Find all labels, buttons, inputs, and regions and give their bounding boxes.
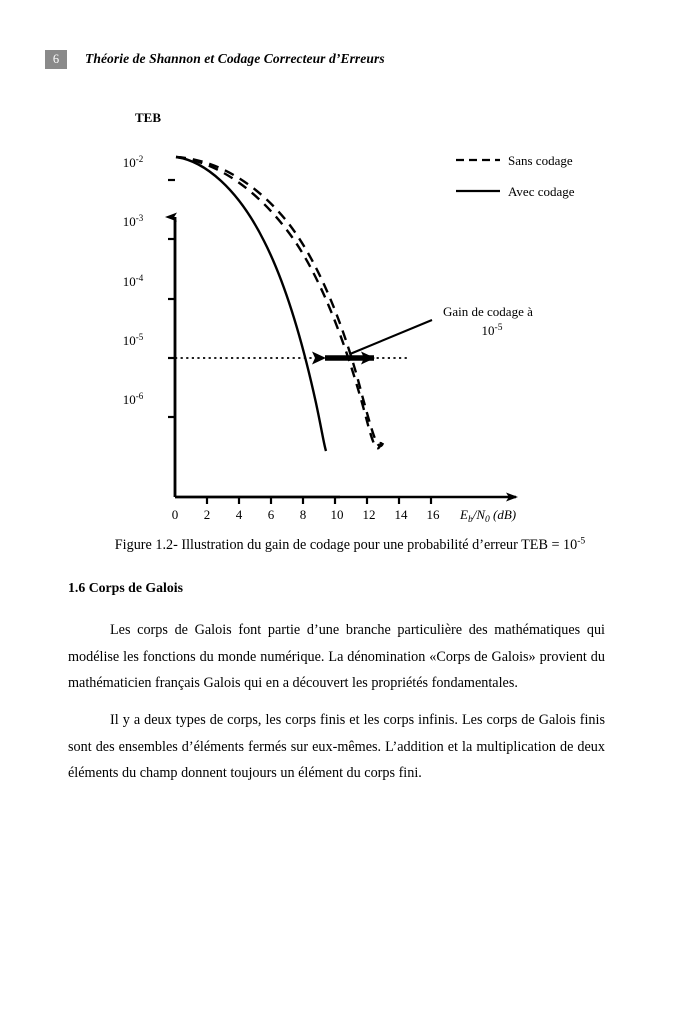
ber-coding-gain-chart [0,95,700,535]
x-tick-label: 14 [394,507,408,522]
x-tick-label: 16 [426,507,440,522]
y-tick-label: $10^{-5}$ [122,332,144,348]
x-tick-label: 6 [267,507,275,522]
y-axis-title: TEB [135,110,162,125]
annotation-leader-line [350,320,432,354]
y-tick-label: $10^{-4}$ [122,273,144,289]
figure-1-2 [0,95,700,535]
figure-caption-text: Figure 1.2- Illustration du gain de codage pour une probabilité d’erreur TEB = 10 [114,537,578,553]
chart-legend [456,153,575,199]
page-number-badge: 6 [45,50,67,69]
y-tick-label: $10^{-3}$ [122,213,144,229]
x-axis-tick-labels [172,507,440,522]
running-header-title: Théorie de Shannon et Codage Correcteur d’Erreurs [85,51,385,66]
annotation-line-1: Gain de codage à [443,304,533,319]
section-heading-1-6: 1.6 Corps de Galois [68,580,183,595]
legend-label-sans-codage: Sans codage [508,153,573,168]
curve-avec-codage [176,157,326,451]
annotation-line-2: $10^{-5}$ [481,323,503,338]
page-header [45,46,655,72]
x-tick-label: 2 [203,507,211,522]
curve-sans-codage-tail [176,157,381,448]
figure-caption [50,536,650,554]
y-tick-label: $10^{-2}$ [122,154,144,170]
body-paragraph-2: Il y a deux types de corps, les corps finis et les corps infinis. Les corps de Galois finis sont des ensembles d’éléments fermés sur eux-mêmes. L’addition et la multiplication de deux éléments du champ donnent toujours un élément du corps fini. [68,712,605,781]
x-tick-label: 4 [235,507,243,522]
x-axis-title: $E_b/N_0$ (dB) [460,507,517,525]
body-paragraph-1: Les corps de Galois font partie d’une branche particulière des mathématiques qui modélise les fonctions du monde numérique. La dénomination «Corps de Galois» provient du mathématicien français Galois qui en a découvert les propriétés fondamentales. [68,622,605,691]
curve-sans-codage [176,157,383,446]
figure-caption-exponent: -5 [577,535,586,547]
y-tick-label: $10^{-6}$ [122,391,144,407]
x-tick-label: 8 [299,507,307,522]
legend-label-avec-codage: Avec codage [508,184,575,199]
y-axis-tick-labels [123,154,144,407]
x-tick-label: 10 [330,507,344,522]
x-tick-label: 0 [171,507,179,522]
x-tick-label: 12 [362,507,376,522]
